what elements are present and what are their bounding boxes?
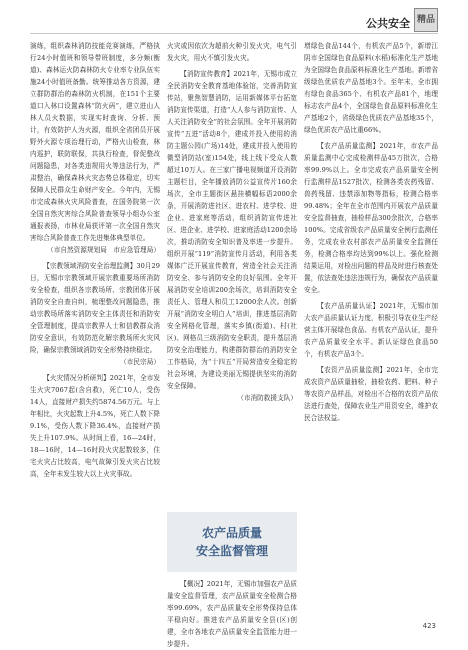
paragraph: 【消防宣传教育】2021年，无锡市成立全民消防安全教育基地体验馆，完善消防宣传站，聚焦智慧消防，运用新媒体平台拓宽消防宣传渠道，打造“人人参与消防宣传、人人关注消防安全”的社会氛围。全年开展消防宣传“五进”活动8个，建成并投入使用的消防主题公园(广场)14处，建成并投入使用的微型消防站(室)154处，线上线下受众人数超过10万人。在三家广播电视频道开设消防主题栏目，全年播放消防公益宣传片160余场次，全市主题街区悬挂横幅标语2000余条，开展消防进社区、进农村、进学校、进企业、进家庭等活动，组织消防宣传进社区、进企业、进学校、进家庭活动1200余场次，推动消防安全知识普及率进一步提升。组织开展“119”消防宣传月活动，利用各类媒体广泛开展宣传教育，营造全社会关注消防安全、参与消防安全的良好氛围。全年开展消防安全培训200余场次，培训消防安全责任人、管理人和员工12000余人次。创新开展“消防安全明白人”培训，推进基层消防安全网格化管理，落实乡镇(街道)、村(社区)、网格员三级消防安全职责，提升基层消防安全治理能力，构建群防群治的消防安全工作格局，为“十四五”开局营造安全稳定的社会环境，为建设美丽无锡提供坚实的消防安全保障。: [167, 70, 297, 390]
section-logo: 精品: [414, 8, 438, 32]
paragraph: 【农资产品质量监测】2021年，全市完成农资产品质量抽检，抽检农药、肥料、种子等农资产品样品，对检出不合格的农资产品依法进行查处，保障农业生产用资安全，维护农民合法权益。: [304, 366, 438, 422]
paragraph: 增绿色食品144个，有机农产品5个，新增江阴市全国绿色食品原料(水稻)标准化生产基地为全国绿色食品原料标准化生产基地。新增省级绿色优质农产品基地3个。至年末，全市拥有绿色食品365个、有机农产品81个，地理标志农产品4个，全国绿色食品原料标准化生产基地2个，省级绿色优质农产品基地35个，绿色优质农产品比重66%。: [304, 42, 438, 134]
source-note: （市自然资源规划局 市应急管理局）: [47, 246, 160, 254]
section-heading-box: [167, 512, 297, 572]
page-number: 423: [422, 622, 436, 630]
paragraph: 【火灾情况分析研判】2021年，全市发生火灾7067起(含自救)，死亡10人，受伤14人，直接财产损失约5874.56万元。与上年相比，火灾起数上升4.5%，死亡人数下降9.1%，受伤人数下降36.4%，直接财产损失上升107.9%。从时间上看，16—24时，18—16时，14—16时段火灾起数较多，住宅火灾占比较高，电气故障引发火灾占比较高，全年未发生较大以上火灾事故。: [30, 374, 160, 478]
text-column-2-continued: [167, 578, 297, 648]
section-heading-line-2: 安全监督管理: [195, 544, 268, 558]
text-column-1: [30, 40, 160, 480]
text-column-3: [304, 40, 438, 424]
paragraph: 【农产品质量监测】2021年，市农产品质量监测中心完成检测样品45万批次，合格率99.9%以上。全市完成农产品质量安全例行监测样品1527批次，检测各类农药残留、兽药残留、违禁添加物等指标，检测合格率99.48%；全年在全市范围内开展农产品质量安全监督抽查，抽检样品300余批次，合格率100%。完成省级农产品质量安全例行监测任务，完成农业农村部农产品质量安全监测任务，检测合格率均达到99%以上。强化检测结果运用，对检出问题的样品及时进行核查处置，依法查处违法违规行为，确保农产品质量安全。: [304, 142, 438, 294]
source-note: （市消防救援支队）: [237, 394, 297, 402]
paragraph: 【农产品质量认证】2021年，无锡市加大农产品质量认证力度，积极引导农业生产经营主体开展绿色食品、有机农产品认证，提升农产品质量安全水平。新认证绿色食品50个，有机农产品3个。: [304, 302, 438, 358]
section-title: 公共安全: [366, 17, 410, 30]
paragraph: 【宗教领域消防安全治理监测】30月29日，无锡市宗教领域开展宗教重要场所消防安全检查，组织各宗教场所、宗教团体开展消防安全自查自纠，梳理整改问题隐患，推动宗教场所落实消防安全主体责任和消防安全管理制度，提高宗教界人士和信教群众消防安全意识，有效防范化解宗教场所火灾风险，确保宗教领域消防安全形势持续稳定。: [30, 262, 160, 354]
source-note: （市民宗局）: [120, 358, 160, 366]
text-column-2: [167, 40, 297, 404]
header-rule: [30, 33, 438, 34]
section-heading-line-1: 农产品质量: [201, 526, 262, 540]
paragraph: 【概况】2021年，无锡市加强农产品质量安全监督管理，农产品质量安全检测合格率99.69%，农产品质量安全形势保持总体平稳向好。推进农产品质量安全县(区)创建，全市各地农产品质量安全监管能力进一步提升。: [167, 580, 297, 648]
paragraph: 演练，组织森林消防技能竞赛演练，严格执行24小时值班和领导带班制度，多分频(衡道)、森林运火防森林防火专业率专业队伍实施24小时值班备勤。统筹推动各方资源，建立群防群治的森林防火机制，在151个主要道口入林口设置森林“防火码”，建立进山人林人员火数据，实现实时查询、分析、预计，有效防护人为火源，组织全省团员开展野外火源专项治理行动，严格火山检查，林内巡护，联防联保，共执行检查，督促整改问题隐患，对各类违规用火等违法行为，严肃整治，确保森林火灾态势总体稳定，切实保障人民群众生命财产安全。今年内，无锡市完成森林火灾风险普查，在国务院第一次全国自然灾害综合风险普查领导小组办公室通报表扬，市林业局获评第一次全国自然灾害综合风险普查工作先进集体典型单位。: [30, 42, 160, 242]
paragraph: 火灾或因依次为超前火种引发火灾，电气引发火灾，用火不慎引发火灾。: [167, 42, 297, 62]
page-header: [0, 0, 468, 34]
